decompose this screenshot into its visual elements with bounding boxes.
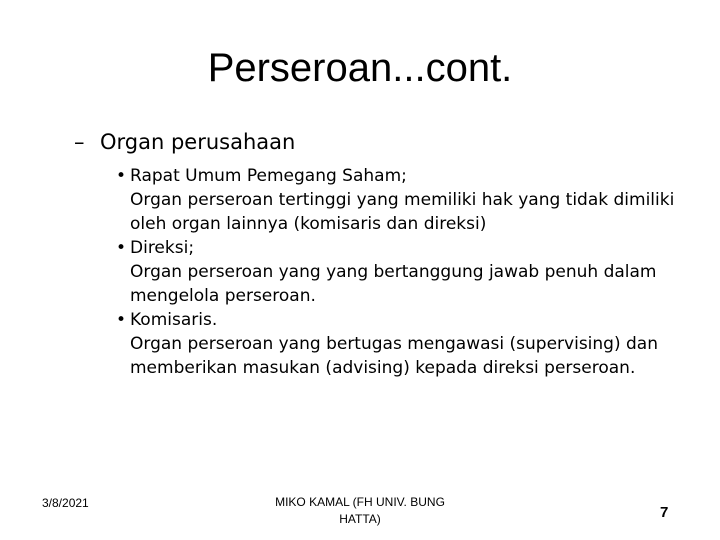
bullet-description: Organ perseroan tertinggi yang memiliki hak yang tidak dimiliki oleh organ lainnya (komisaris dan direksi) [130, 190, 675, 234]
bullet-item-komisaris [116, 308, 696, 380]
footer-author-line2: HATTA) [339, 512, 381, 526]
bullet-heading: Direksi; [130, 238, 195, 258]
section-heading [74, 126, 674, 158]
bullet-description: Organ perseroan yang bertugas mengawasi (supervising) dan memberikan masukan (advising) kepada direksi perseroan. [130, 334, 658, 378]
bullet-icon: • [116, 238, 127, 258]
bullet-list [116, 164, 696, 380]
bullet-description: Organ perseroan yang yang bertanggung jawab penuh dalam mengelola perseroan. [130, 262, 657, 306]
slide-title: Perseroan...cont. [207, 46, 513, 90]
footer-date: 3/8/2021 [42, 496, 89, 510]
dash-marker: – [74, 130, 85, 154]
bullet-heading: Rapat Umum Pemegang Saham; [130, 166, 407, 186]
bullet-icon: • [116, 310, 127, 330]
page-number: 7 [660, 504, 669, 521]
footer-author [240, 494, 480, 528]
bullet-item-rups [116, 164, 696, 236]
footer-author-line1: MIKO KAMAL (FH UNIV. BUNG [275, 495, 445, 509]
bullet-heading: Komisaris. [130, 310, 218, 330]
section-label: Organ perusahaan [100, 130, 296, 154]
bullet-item-direksi [116, 236, 696, 308]
bullet-icon: • [116, 166, 127, 186]
